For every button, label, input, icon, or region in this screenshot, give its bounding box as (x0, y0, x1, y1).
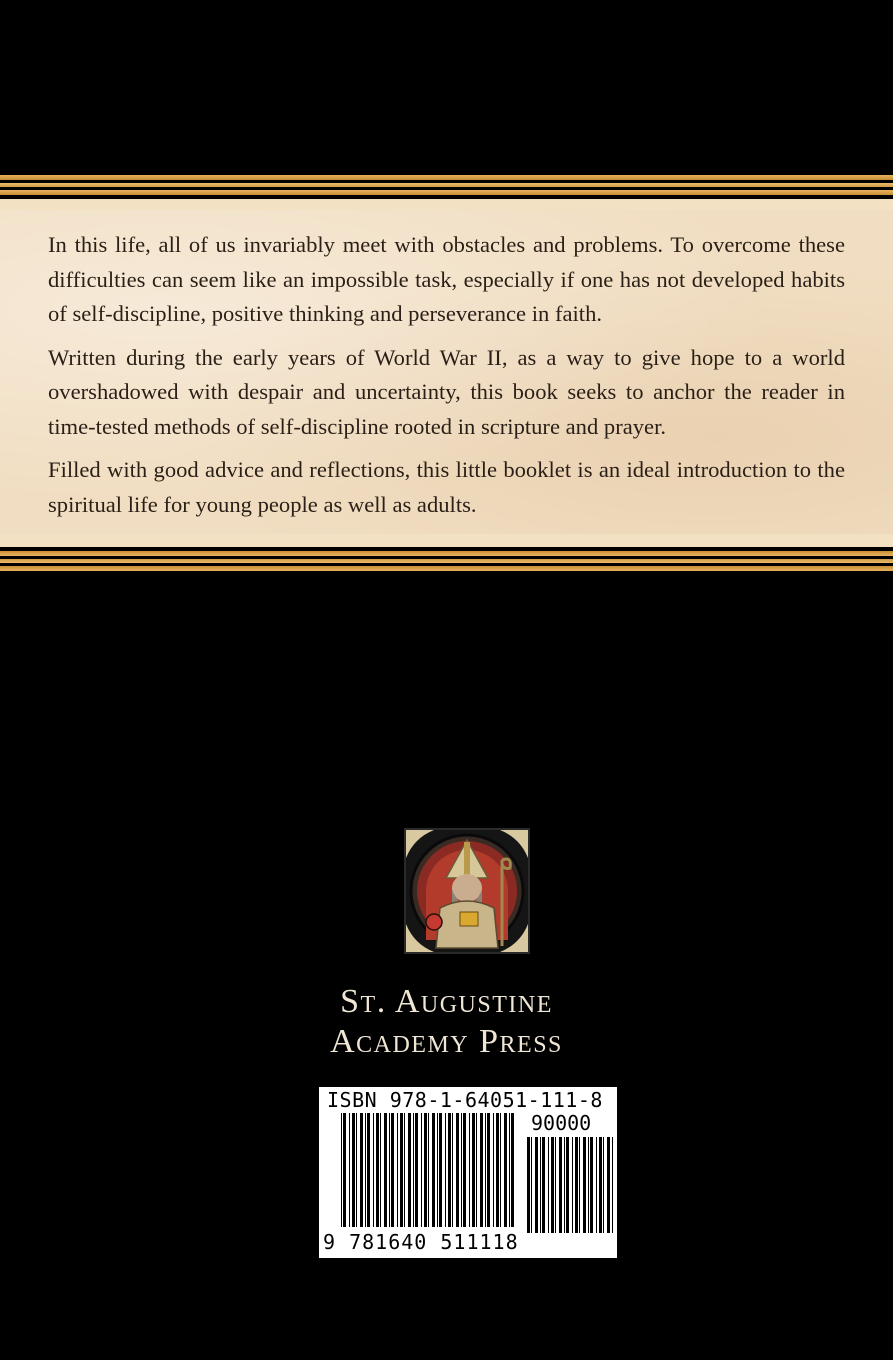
isbn-barcode (319, 1087, 617, 1258)
barcode-bar (493, 1113, 494, 1227)
barcode-bar (343, 1113, 346, 1227)
barcode-bar (535, 1137, 538, 1233)
barcode-bar (432, 1113, 435, 1227)
barcode-bar (607, 1137, 610, 1233)
barcode-bar (463, 1113, 466, 1227)
barcode-bar (559, 1137, 562, 1233)
barcode-bar (476, 1113, 477, 1227)
barcode-bar (389, 1113, 390, 1227)
description-paragraph: In this life, all of us invariably meet with obstacles and problems. To overcome these difficulties can seem like an impossible task, especially if one has not developed habits of self-discipline, positive thinking and perseverance in faith. (48, 232, 845, 326)
barcode-bar (439, 1113, 442, 1227)
barcode-bar (341, 1113, 342, 1227)
barcode-bar (365, 1113, 366, 1227)
barcode-bar (590, 1137, 593, 1233)
barcode-bar (404, 1113, 405, 1227)
barcode-bar (456, 1113, 459, 1227)
barcode-bar (599, 1137, 602, 1233)
barcode-bar (511, 1113, 514, 1227)
barcode-bar (480, 1113, 483, 1227)
description-text (48, 228, 845, 531)
barcode-bar (572, 1137, 573, 1233)
barcode-bar (542, 1137, 545, 1233)
barcode-bar (531, 1137, 532, 1233)
barcode-bar (384, 1113, 387, 1227)
barcode-bar (437, 1113, 438, 1227)
description-paragraph: Written during the early years of World War II, as a way to give hope to a world overshadowed with despair and uncertainty, this book seeks to anchor the reader in time-tested methods of self-discipline rooted in scripture and prayer. (48, 344, 845, 439)
barcode-bar (566, 1137, 569, 1233)
barcode-bar (583, 1137, 586, 1233)
barcode-bar (485, 1113, 486, 1227)
barcode-bar (408, 1113, 411, 1227)
barcode-bar (376, 1113, 379, 1227)
publisher-name (0, 982, 893, 1062)
barcode-bar (352, 1113, 355, 1227)
ean-label: 9 781640 511118 (323, 1230, 519, 1254)
barcode-bar (579, 1137, 580, 1233)
barcode-bar (356, 1113, 357, 1227)
barcode-bar (452, 1113, 453, 1227)
barcode-bar (373, 1113, 374, 1227)
barcode-bar (487, 1113, 490, 1227)
barcode-bar (548, 1137, 549, 1233)
barcode-bar (415, 1113, 418, 1227)
barcode-bar (367, 1113, 370, 1227)
barcode-bar (575, 1137, 578, 1233)
barcode-bar (400, 1113, 403, 1227)
bottom-gold-border (0, 534, 893, 574)
barcode-bar (540, 1137, 541, 1233)
stained-glass-saint-icon (404, 828, 530, 954)
price-addon-label: 90000 (531, 1111, 592, 1135)
barcode-bar (461, 1113, 462, 1227)
barcode-bar (424, 1113, 427, 1227)
barcode-bar (564, 1137, 565, 1233)
isbn-label: ISBN 978-1-64051-111-8 (327, 1088, 603, 1112)
barcode-bar (472, 1113, 475, 1227)
barcode-bar (612, 1137, 613, 1233)
barcode-bar (397, 1113, 398, 1227)
barcode-bar (380, 1113, 381, 1227)
barcode-bar (596, 1137, 597, 1233)
barcode-bar (504, 1113, 507, 1227)
description-paragraph: Filled with good advice and reflections, this little booklet is an ideal introduction to the spiritual life for young people as well as adults. (48, 457, 845, 517)
barcode-bar (603, 1137, 604, 1233)
barcode-bar (527, 1137, 530, 1233)
barcode-bar (413, 1113, 414, 1227)
publisher-line-1: St. Augustine (340, 983, 553, 1020)
barcode-bar (496, 1113, 499, 1227)
barcode-bar (551, 1137, 554, 1233)
description-band (0, 172, 893, 574)
barcode-bar (448, 1113, 451, 1227)
barcode-bar (391, 1113, 394, 1227)
barcode-bar (469, 1113, 470, 1227)
barcode-bar (509, 1113, 510, 1227)
barcode-bar (360, 1113, 363, 1227)
barcode-bar (349, 1113, 350, 1227)
top-gold-border (0, 172, 893, 212)
barcode-bar (428, 1113, 429, 1227)
barcode-bar (421, 1113, 422, 1227)
barcode-bar (500, 1113, 501, 1227)
barcode-bar (445, 1113, 446, 1227)
publisher-line-2: Academy Press (330, 1023, 563, 1060)
barcode-bar (555, 1137, 556, 1233)
barcode-bar (588, 1137, 589, 1233)
